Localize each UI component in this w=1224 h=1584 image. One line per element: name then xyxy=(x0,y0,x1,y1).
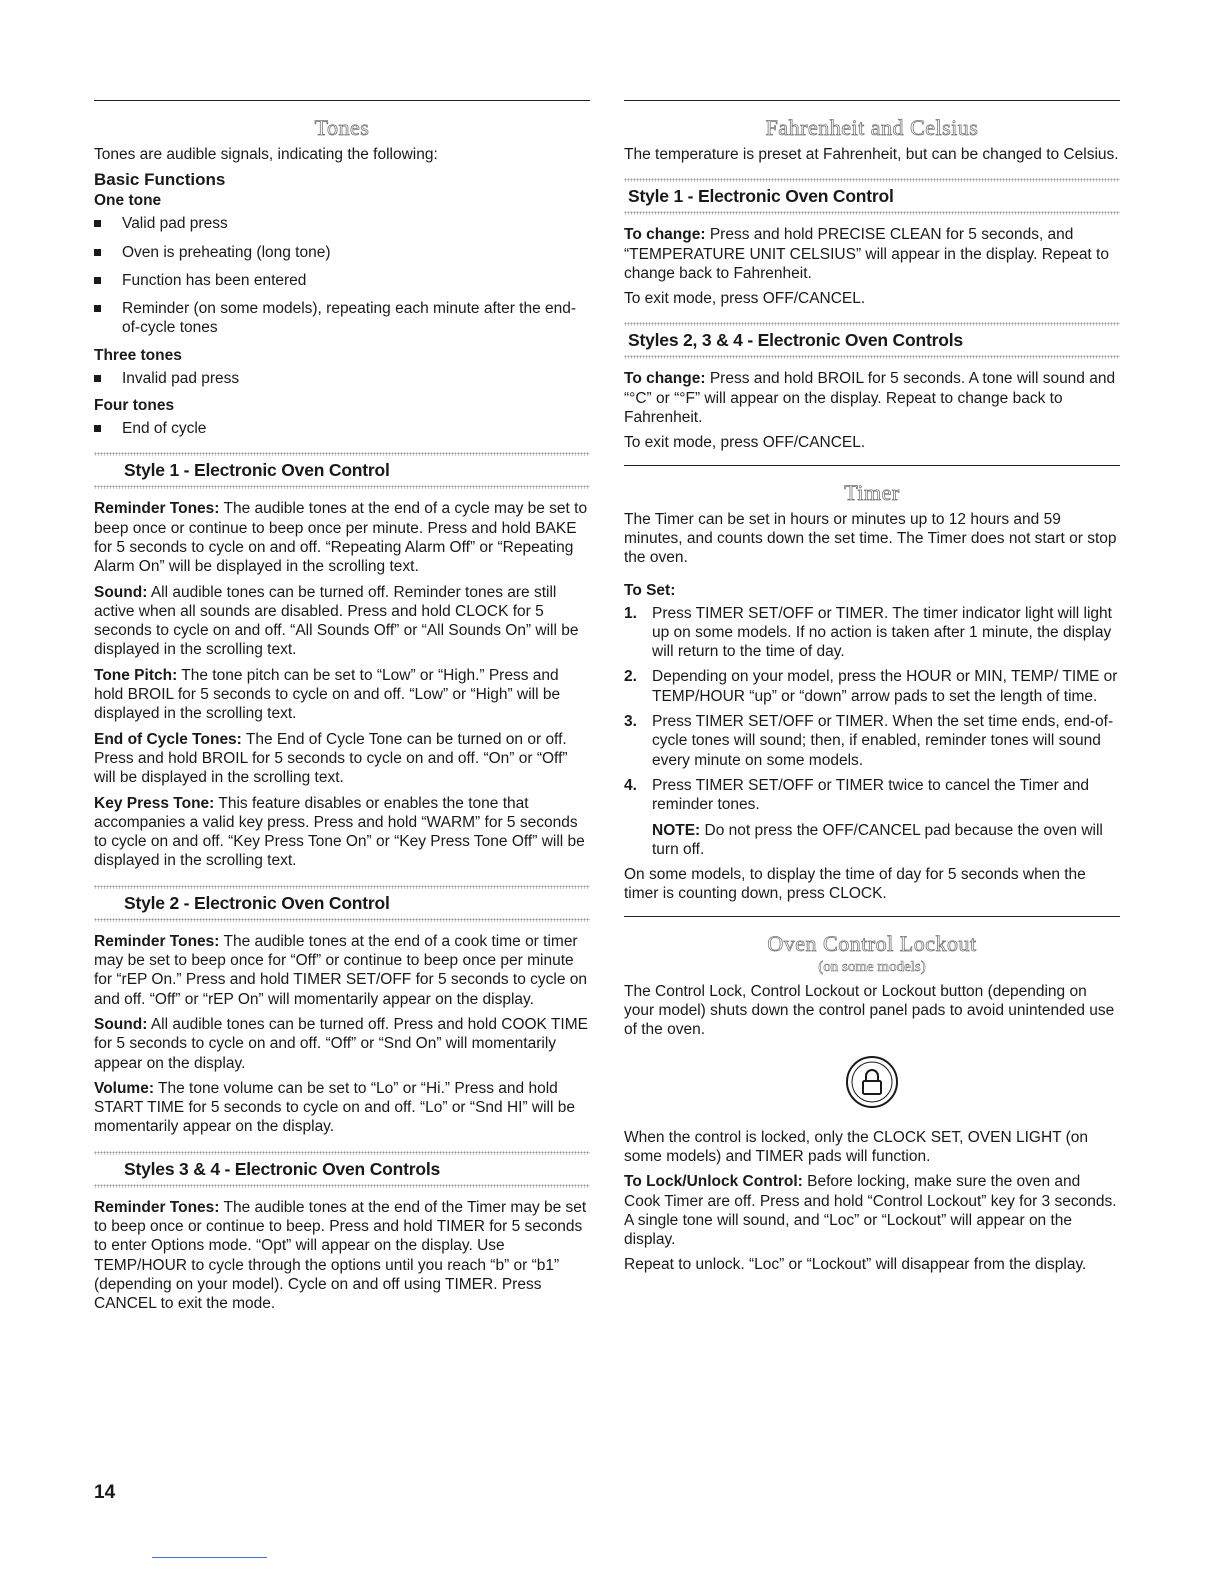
lockout-lock-unlock: To Lock/Unlock Control: Before locking, make sure the oven and Cook Timer are off. Press and hold “Control Lockout” key for 3 seconds. A single tone will sound, and “Loc” or “Lockout” will appear on the display. xyxy=(624,1173,1117,1249)
style1-para: Sound: All audible tones can be turned off. Reminder tones are still active when all sounds are disabled. Press and hold CLOCK for 5 seconds to cycle on and off. “All Sounds Off” or “All Sounds On” will be displayed in the scrolling text. xyxy=(94,583,579,659)
dotted-divider xyxy=(94,1151,590,1155)
timer-intro: The Timer can be set in hours or minutes up to 12 hours and 59 minutes, and counts down the set time. The Timer does not start or stop the oven. xyxy=(624,510,1117,567)
style34-heading-box xyxy=(94,1151,590,1188)
fc-style234-heading-box xyxy=(624,322,1120,359)
tones-intro: Tones are audible signals, indicating the following: xyxy=(94,146,438,163)
fc-style1-exit: To exit mode, press OFF/CANCEL. xyxy=(624,290,866,308)
dotted-divider xyxy=(94,452,590,456)
section-rule xyxy=(624,465,1120,466)
right-column xyxy=(624,100,1120,1281)
timer-note: NOTE: Do not press the OFF/CANCEL pad because the oven will turn off. xyxy=(652,821,1103,858)
bullet-icon xyxy=(94,425,101,432)
dotted-divider xyxy=(94,918,590,922)
style2-heading: Style 2 - Electronic Oven Control xyxy=(124,892,390,913)
timer-outro: On some models, to display the time of day for 5 seconds when the timer is counting down, press CLOCK. xyxy=(624,866,1086,903)
fc-style234-exit: To exit mode, press OFF/CANCEL. xyxy=(624,434,866,452)
dotted-divider xyxy=(94,485,590,489)
dotted-divider xyxy=(624,211,1120,215)
dotted-divider xyxy=(624,355,1120,359)
top-rule xyxy=(624,100,1120,101)
style2-heading-box xyxy=(94,885,590,922)
list-item: 1. Press TIMER SET/OFF or TIMER. The timer indicator light will light up on some models. If no action is taken after 1 minute, the display will return to the time of day. xyxy=(624,604,1112,661)
bullet-icon xyxy=(94,277,101,284)
list-item: Function has been entered xyxy=(94,271,590,290)
style1-heading: Style 1 - Electronic Oven Control xyxy=(124,460,390,481)
fc-style1-heading: Style 1 - Electronic Oven Control xyxy=(628,186,894,207)
footer-line xyxy=(152,1557,267,1558)
fc-intro: The temperature is preset at Fahrenheit, but can be changed to Celsius. xyxy=(624,146,1119,163)
bullet-icon xyxy=(94,220,101,227)
list-item: Oven is preheating (long tone) xyxy=(94,243,590,262)
tones-title: Tones xyxy=(314,115,370,140)
to-set-heading: To Set: xyxy=(624,581,676,599)
fc-style234-change: To change: Press and hold BROIL for 5 seconds. A tone will sound and “°C” or “°F” will appear on the display. Repeat to change back to Fahrenheit. xyxy=(624,370,1116,427)
fc-style1-heading-box xyxy=(624,178,1120,215)
lock-icon xyxy=(844,1054,900,1110)
style1-para: Key Press Tone: This feature disables or enables the tone that accompanies a valid key press. Press and hold “WARM” for 5 seconds to cycle on and off. “Key Press Tone On” or “Key Press Tone Off” will be displayed in the scrolling text. xyxy=(94,794,585,870)
lockout-subtitle: (on some models) xyxy=(818,958,926,975)
list-item: Valid pad press xyxy=(94,214,590,233)
four-tones-list xyxy=(94,419,590,438)
one-tone-heading: One tone xyxy=(94,192,162,210)
lockout-title: Oven Control Lockout xyxy=(767,930,977,956)
top-rule xyxy=(94,100,590,101)
style2-para: Volume: The tone volume can be set to “Lo” or “Hi.” Press and hold START TIME for 5 seconds to cycle on and off. “Lo” or “Snd HI” will be momentarily appear on the display. xyxy=(94,1079,575,1136)
timer-title: Timer xyxy=(844,479,900,505)
left-column xyxy=(94,100,590,1319)
bullet-icon xyxy=(94,305,101,312)
one-tone-list xyxy=(94,214,590,337)
bullet-icon xyxy=(94,249,101,256)
style34-heading: Styles 3 & 4 - Electronic Oven Controls xyxy=(124,1158,441,1179)
style1-para: End of Cycle Tones: The End of Cycle Tone can be turned on or off. Press and hold BROIL for 5 seconds to cycle on and off. “On” or “Off” will be displayed in the scrolling text. xyxy=(94,730,568,787)
list-item: 4. Press TIMER SET/OFF or TIMER twice to cancel the Timer and reminder tones. NOTE: Do not press the OFF/CANCEL pad because the oven will turn off. xyxy=(624,776,1120,859)
list-item: 2. Depending on your model, press the HOUR or MIN, TEMP/ TIME or TEMP/HOUR “up” or “down” arrow pads to set the length of time. xyxy=(624,668,1118,705)
lockout-intro: The Control Lock, Control Lockout or Lockout button (depending on your model) shuts down the control panel pads to avoid unintended use of the oven. xyxy=(624,982,1115,1039)
dotted-divider xyxy=(94,1184,590,1188)
list-item: Reminder (on some models), repeating each minute after the end-of-cycle tones xyxy=(94,299,590,338)
fc-style234-heading: Styles 2, 3 & 4 - Electronic Oven Controls xyxy=(628,330,963,351)
style2-para: Sound: All audible tones can be turned off. Press and hold COOK TIME for 5 seconds to cycle on and off. “Off” or “Snd On” will momentarily appear on the display. xyxy=(94,1015,588,1072)
timer-steps xyxy=(624,604,1120,860)
basic-functions-heading: Basic Functions xyxy=(94,170,226,190)
dotted-divider xyxy=(624,322,1120,326)
list-item: End of cycle xyxy=(94,419,590,438)
page-number: 14 xyxy=(94,1482,116,1503)
style1-heading-box xyxy=(94,452,590,489)
style1-para: Reminder Tones: The audible tones at the end of a cycle may be set to beep once or continue to beep once per minute. Press and hold BAKE for 5 seconds to cycle on and off. “Repeating Alarm Off” or “Repeating Alarm On” will be displayed in the scrolling text. xyxy=(94,500,588,576)
fc-style1-change: To change: Press and hold PRECISE CLEAN for 5 seconds, and “TEMPERATURE UNIT CELSIUS” will appear in the display. Repeat to change back to Fahrenheit. xyxy=(624,226,1109,282)
fahrenheit-celsius-title: Fahrenheit and Celsius xyxy=(765,115,979,140)
style2-para: Reminder Tones: The audible tones at the end of a cook time or timer may be set to beep once for “Off” or continue to beep once per minute for “rEP On.” Press and hold TIMER SET/OFF for 5 seconds to cycle on and off. “Off” or “rEP On” will momentarily appear on the display. xyxy=(94,932,588,1008)
dotted-divider xyxy=(94,885,590,889)
bullet-icon xyxy=(94,375,101,382)
list-item: 3. Press TIMER SET/OFF or TIMER. When the set time ends, end-of-cycle tones will sound; then, if enabled, reminder tones will sound every minute on some models. xyxy=(624,713,1114,769)
lockout-locked-text: When the control is locked, only the CLOCK SET, OVEN LIGHT (on some models) and TIMER pads will function. xyxy=(624,1128,1089,1165)
dotted-divider xyxy=(624,178,1120,182)
lockout-unlock-text: Repeat to unlock. “Loc” or “Lockout” will disappear from the display. xyxy=(624,1256,1087,1274)
style1-para: Tone Pitch: The tone pitch can be set to “Low” or “High.” Press and hold BROIL for 5 seconds to cycle on and off. “Low” or “High” will be displayed in the scrolling text. xyxy=(94,666,561,723)
three-tones-heading: Three tones xyxy=(94,346,182,364)
style34-para: Reminder Tones: The audible tones at the end of the Timer may be set to beep once or continue to beep. Press and hold TIMER for 5 seconds to enter Options mode. “Opt” will appear on the display. Use TEMP/HOUR to cycle through the options until you reach “b” or “b1” (depending on your model). Cycle on and off using TIMER. Press CANCEL to exit the mode. xyxy=(94,1198,587,1313)
three-tones-list xyxy=(94,369,590,388)
four-tones-heading: Four tones xyxy=(94,397,175,415)
section-rule xyxy=(624,916,1120,917)
list-item: Invalid pad press xyxy=(94,369,590,388)
